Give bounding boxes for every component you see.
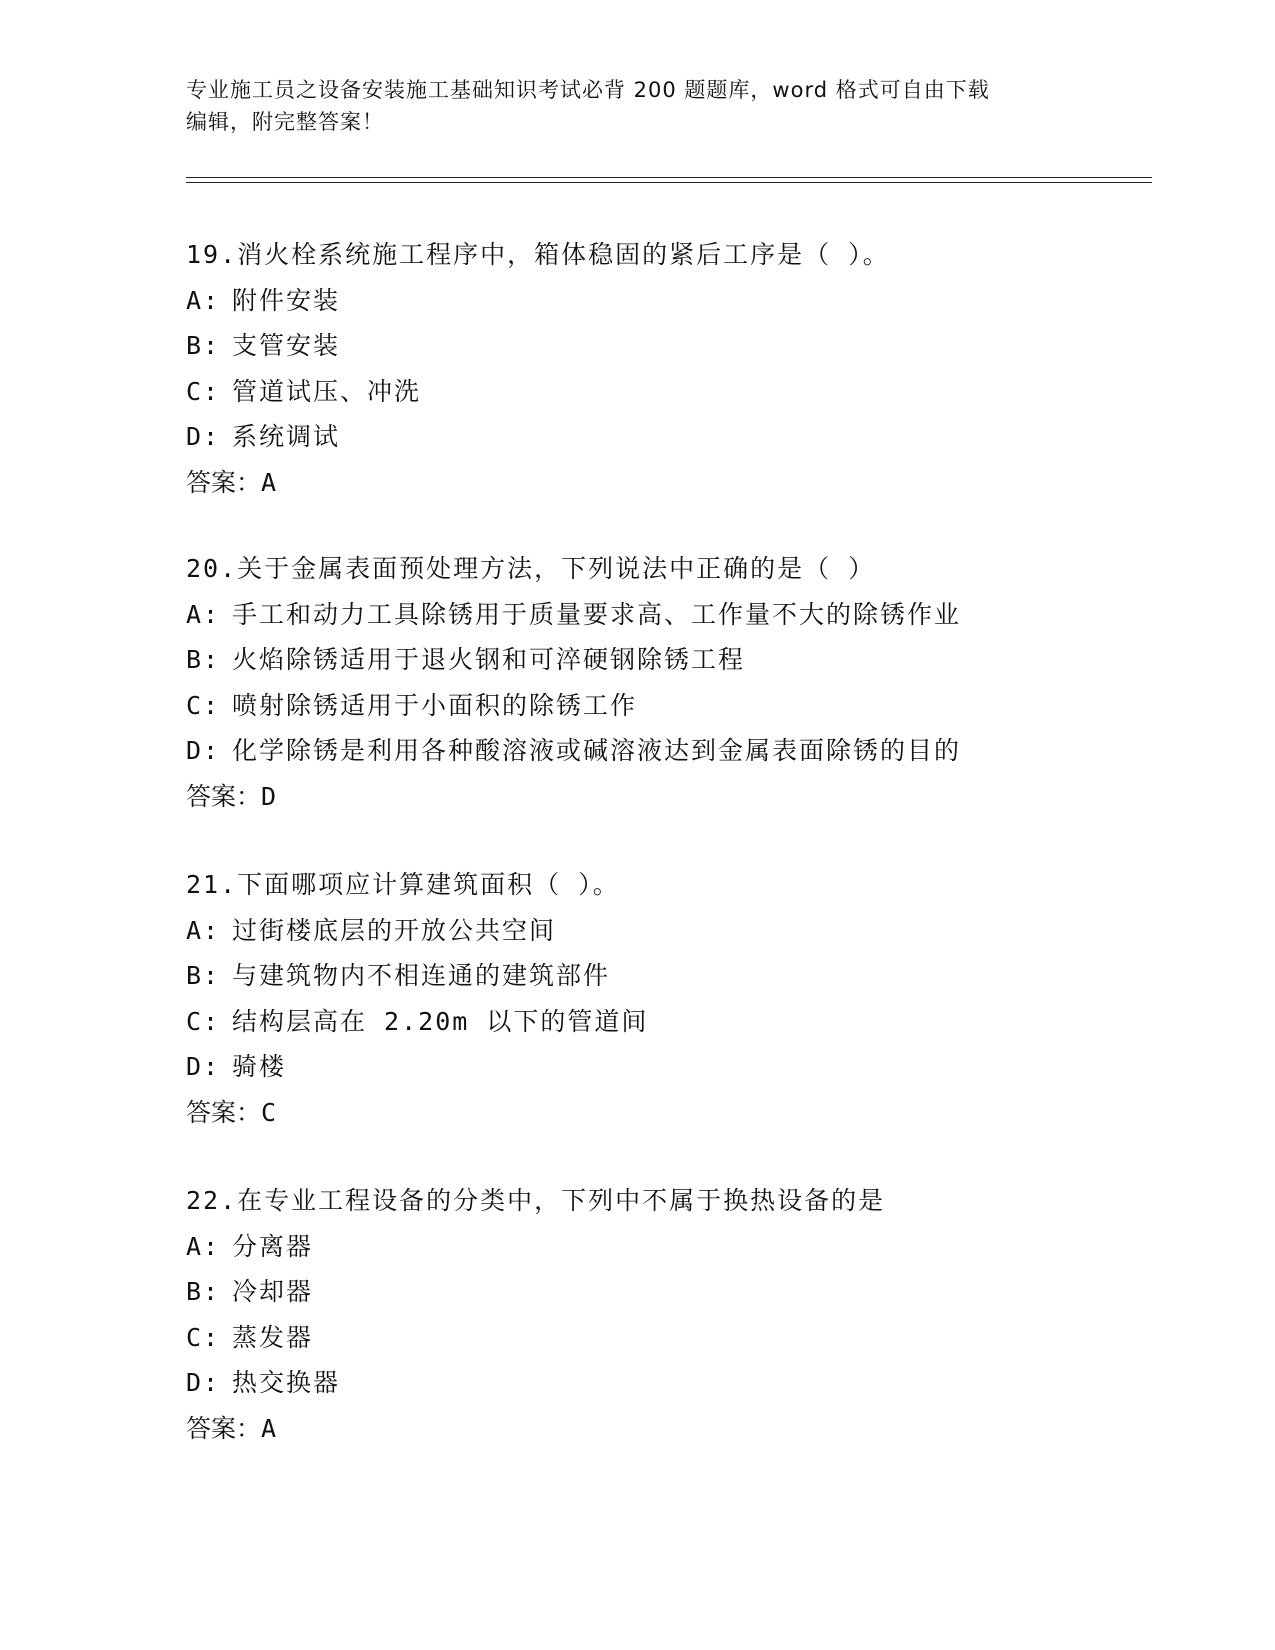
option-a: [186, 908, 1186, 954]
question-block: [186, 232, 1186, 505]
option-a: [186, 278, 1186, 324]
answer-line: [186, 1090, 1186, 1136]
option-b: [186, 637, 1186, 683]
option-text: 分离器: [232, 1231, 314, 1261]
option-letter: B:: [186, 645, 221, 674]
option-letter: C:: [186, 1322, 221, 1352]
option-letter: D:: [186, 1052, 221, 1081]
header-line-2: 编辑，附完整答案！: [186, 110, 384, 134]
question-block: [186, 862, 1186, 1135]
option-text: 热交换器: [232, 1368, 341, 1397]
option-letter: A:: [186, 1231, 221, 1261]
answer-label: 答案：: [186, 467, 262, 497]
option-c: [186, 999, 1186, 1045]
option-text: 结构层高在 2.20m 以下的管道间: [232, 1006, 649, 1036]
option-letter: A:: [186, 285, 221, 315]
answer-value: C: [261, 1097, 277, 1127]
option-letter: D:: [186, 422, 221, 451]
option-letter: A:: [186, 599, 221, 629]
question-stem: 21.下面哪项应计算建筑面积（ ）。: [186, 870, 620, 899]
option-letter: B:: [186, 331, 221, 360]
answer-value: D: [261, 781, 277, 811]
option-letter: C:: [186, 376, 221, 406]
header-divider-bottom: [186, 182, 1152, 183]
option-text: 化学除锈是利用各种酸溶液或碱溶液达到金属表面除锈的目的: [232, 736, 962, 765]
option-text: 支管安装: [232, 331, 341, 360]
question-block: [186, 1178, 1186, 1451]
answer-label: 答案：: [186, 1097, 262, 1127]
option-letter: B:: [186, 1277, 221, 1306]
answer-line: [186, 1406, 1186, 1452]
option-letter: C:: [186, 1006, 221, 1036]
option-d: [186, 1360, 1186, 1406]
option-letter: D:: [186, 1368, 221, 1397]
header-divider-top: [186, 177, 1152, 178]
question-block: [186, 546, 1186, 819]
option-b: [186, 323, 1186, 369]
question-stem: 20.关于金属表面预处理方法，下列说法中正确的是（ ）: [186, 554, 876, 583]
answer-value: A: [261, 1413, 277, 1443]
option-letter: A:: [186, 915, 221, 945]
option-d: [186, 728, 1186, 774]
option-text: 附件安装: [232, 285, 341, 315]
answer-value: A: [261, 467, 277, 497]
question-stem: 19.消火栓系统施工程序中，箱体稳固的紧后工序是（ ）。: [186, 240, 890, 269]
option-c: [186, 1315, 1186, 1361]
option-letter: B:: [186, 961, 221, 990]
option-text: 蒸发器: [232, 1322, 314, 1352]
option-d: [186, 414, 1186, 460]
option-b: [186, 953, 1186, 999]
option-text: 冷却器: [232, 1277, 314, 1306]
document-header: [186, 74, 1066, 138]
answer-label: 答案：: [186, 1413, 262, 1443]
option-b: [186, 1269, 1186, 1315]
option-a: [186, 592, 1186, 638]
option-text: 手工和动力工具除锈用于质量要求高、工作量不大的除锈作业: [232, 599, 962, 629]
option-letter: D:: [186, 736, 221, 765]
option-c: [186, 683, 1186, 729]
option-letter: C:: [186, 690, 221, 720]
option-text: 过街楼底层的开放公共空间: [232, 915, 557, 945]
option-a: [186, 1224, 1186, 1270]
answer-line: [186, 774, 1186, 820]
question-stem: 22.在专业工程设备的分类中，下列中不属于换热设备的是: [186, 1186, 886, 1215]
option-text: 火焰除锈适用于退火钢和可淬硬钢除锈工程: [232, 645, 746, 674]
option-text: 管道试压、冲洗: [232, 376, 422, 406]
option-d: [186, 1044, 1186, 1090]
option-text: 系统调试: [232, 422, 341, 451]
option-text: 喷射除锈适用于小面积的除锈工作: [232, 690, 638, 720]
option-text: 与建筑物内不相连通的建筑部件: [232, 961, 611, 990]
option-c: [186, 369, 1186, 415]
header-line-1: 专业施工员之设备安装施工基础知识考试必背 200 题题库，word 格式可自由下载: [186, 78, 990, 102]
answer-label: 答案：: [186, 781, 262, 811]
answer-line: [186, 460, 1186, 506]
option-text: 骑楼: [232, 1052, 287, 1081]
